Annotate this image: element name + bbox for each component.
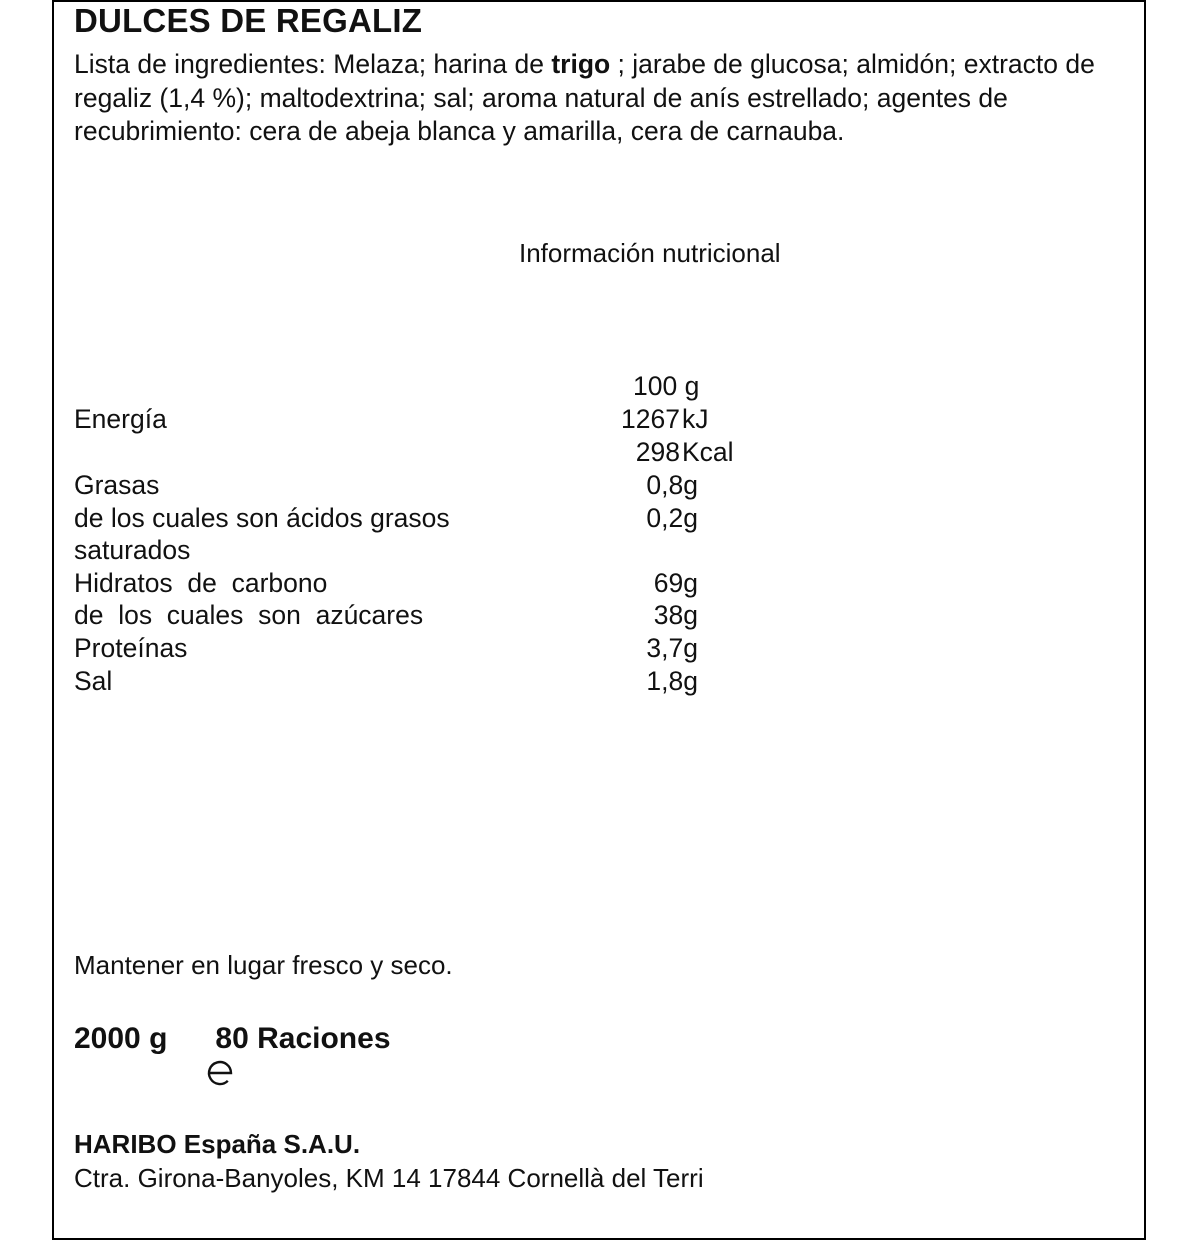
product-title: DULCES DE REGALIZ [74, 2, 423, 39]
carbs-value: 69g [653, 568, 698, 598]
saturates-label-line2: saturados [74, 535, 191, 565]
protein-value: 3,7g [646, 633, 698, 663]
storage-instructions: Mantener en lugar fresco y seco. [74, 950, 453, 980]
estimated-sign-icon [171, 1024, 201, 1054]
saturates-label-line1: de los cuales son ácidos grasos [74, 503, 450, 533]
ingredients-text-start: Lista de ingredientes: Melaza; harina de [74, 49, 552, 79]
energy-kj-value: 1267 [621, 404, 680, 434]
ingredients-text-rest: ; jarabe de glucosa; almidón; extracto de regaliz (1,4 %); maltodextrina; sal; aroma natural de anís estrellado; agentes de recubrimiento: cera de abeja blanca y amarilla, cera de carnauba. [74, 49, 1095, 146]
net-weight-line [74, 1022, 391, 1056]
saturates-value: 0,2g [646, 503, 698, 533]
sugars-value: 38g [653, 600, 698, 630]
sugars-label: de los cuales son azúcares [74, 600, 424, 630]
allergen-highlight: trigo [551, 49, 611, 79]
energy-label: Energía [74, 404, 167, 434]
company-name: HARIBO España S.A.U. [74, 1129, 361, 1159]
energy-kcal-unit: Kcal [682, 437, 734, 467]
ingredients-list [74, 48, 1104, 149]
fat-value: 0,8g [646, 470, 698, 500]
energy-kcal-value: 298 [635, 437, 680, 467]
servings-count: 80 Raciones [215, 1022, 391, 1055]
salt-value: 1,8g [646, 666, 698, 696]
net-weight: 2000 g [74, 1022, 168, 1055]
nutrition-heading: Información nutricional [519, 238, 781, 268]
protein-label: Proteínas [74, 633, 188, 663]
salt-label: Sal [74, 666, 113, 696]
fat-label: Grasas [74, 470, 160, 500]
per-100g-header: 100 g [633, 371, 700, 401]
carbs-label: Hidratos de carbono [74, 568, 328, 598]
energy-kj-unit: kJ [682, 404, 709, 434]
company-address: Ctra. Girona-Banyoles, KM 14 17844 Cornellà del Terri [74, 1163, 704, 1193]
